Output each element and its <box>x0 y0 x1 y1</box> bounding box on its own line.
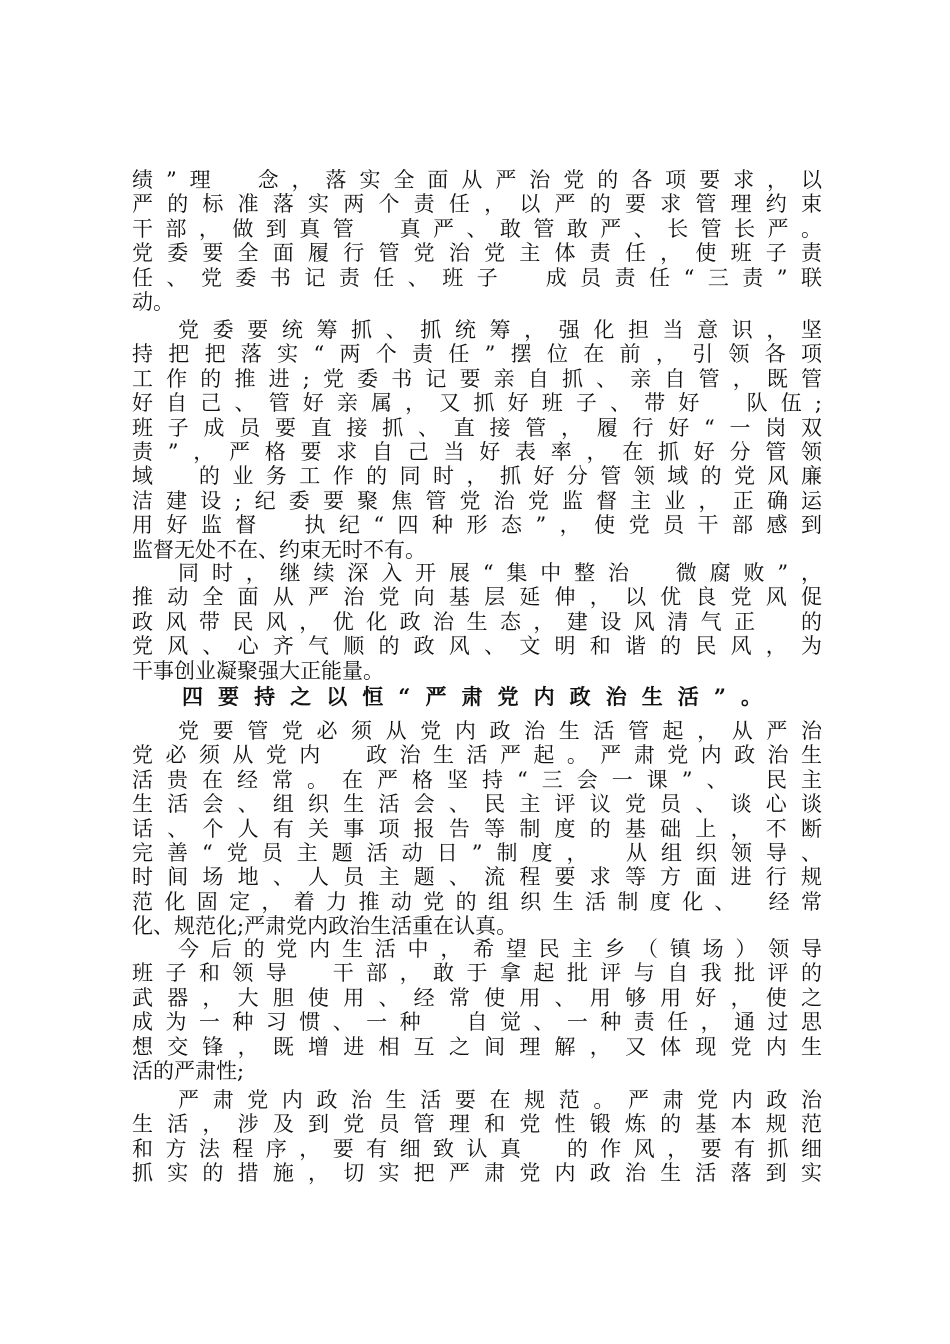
paragraph-5 <box>132 937 822 1083</box>
text-line: 生活，涉及到党员管理和党性锻炼的基本规范 <box>132 1112 822 1137</box>
text-line: 严的标准落实两个责任，以严的要求管理约束 <box>132 192 822 217</box>
paragraph-3 <box>132 561 822 683</box>
text-line: 监督无处不在、约束无时不有。 <box>132 537 426 562</box>
text-line: 党要管党必须从党内政治生活管起，从严治 <box>178 719 822 743</box>
text-line: 推动全面从严治党向基层延伸，以优良党风促 <box>132 585 822 610</box>
text-line: 党必须从党内 政治生活严起。严肃党内政治生 <box>132 743 822 768</box>
text-line: 用好监督 执纪“四种形态”，使党员干部感到 <box>132 513 822 538</box>
text-line: 班子和领导 干部，敢于拿起批评与自我批评的 <box>132 961 822 986</box>
text-line: 武器，大胆使用、经常使用、用够用好，使之 <box>132 985 822 1010</box>
text-line: 成为一种习惯、一种 自觉、一种责任，通过思 <box>132 1010 822 1035</box>
text-line: 严肃党内政治生活要在规范。严肃党内政治 <box>178 1088 822 1112</box>
text-line: 想交锋，既增进相互之间理解，又体现党内生 <box>132 1034 822 1059</box>
text-line: 党风、心齐气顺的政风、文明和谐的民风，为 <box>132 634 822 659</box>
text-line: 班子成员要直接抓、直接管，履行好“一岗双 <box>132 415 822 440</box>
text-line: 党委要全面履行管党治党主体责任，使班子责 <box>132 241 822 266</box>
text-line: 完善“党员主题活动日”制度， 从组织领导、 <box>132 841 822 866</box>
section-heading: 四要持之以恒“严肃党内政治生活”。 <box>182 684 762 709</box>
text-line: 动。 <box>132 290 174 315</box>
text-line: 今后的党内生活中，希望民主乡（镇场）领导 <box>178 937 822 961</box>
text-line: 同时，继续深入开展“集中整治 微腐败”， <box>178 561 822 585</box>
text-line: 工作的推进;党委书记要亲自抓、亲自管，既管 <box>132 366 822 391</box>
text-line: 抓实的措施，切实把严肃党内政治生活落到实 <box>132 1161 822 1186</box>
text-line: 政风带民风，优化政治生态，建设风清气正 的 <box>132 609 822 634</box>
paragraph-4 <box>132 719 822 939</box>
text-line: 生活会、组织生活会、民主评议党员、谈心谈 <box>132 792 822 817</box>
text-line: 干部，做到真管 真严、敢管敢严、长管长严。 <box>132 216 822 241</box>
text-line: 话、个人有关事项报告等制度的基础上，不断 <box>132 816 822 841</box>
text-line: 党委要统筹抓、抓统筹，强化担当意识，坚 <box>178 318 822 342</box>
text-line: 责”，严格要求自己当好表率，在抓好分管领 <box>132 440 822 465</box>
text-line: 化、规范化;严肃党内政治生活重在认真。 <box>132 914 518 939</box>
text-line: 活的严肃性; <box>132 1059 245 1084</box>
text-line: 任、党委书记责任、班子 成员责任“三责”联 <box>132 265 822 290</box>
paragraph-2 <box>132 318 822 562</box>
text-line: 时间场地、人员主题、流程要求等方面进行规 <box>132 865 822 890</box>
text-line: 好自己、管好亲属，又抓好班子、带好 队伍; <box>132 391 822 416</box>
text-line: 持把把落实“两个责任”摆位在前，引领各项 <box>132 342 822 367</box>
text-line: 绩”理 念，落实全面从严治党的各项要求，以 <box>132 168 822 192</box>
text-line: 和方法程序，要有细致认真 的作风，要有抓细 <box>132 1136 822 1161</box>
paragraph-6 <box>132 1088 822 1186</box>
paragraph-1 <box>132 168 822 314</box>
text-line: 范化固定，着力推动党的组织生活制度化、 经常 <box>132 889 822 914</box>
text-line: 域 的业务工作的同时，抓好分管领域的党风廉 <box>132 464 822 489</box>
text-line: 活贵在经常。在严格坚持“三会一课”、 民主 <box>132 767 822 792</box>
text-line: 干事创业凝聚强大正能量。 <box>132 658 384 683</box>
text-line: 洁建设;纪委要聚焦管党治党监督主业，正确运 <box>132 488 822 513</box>
